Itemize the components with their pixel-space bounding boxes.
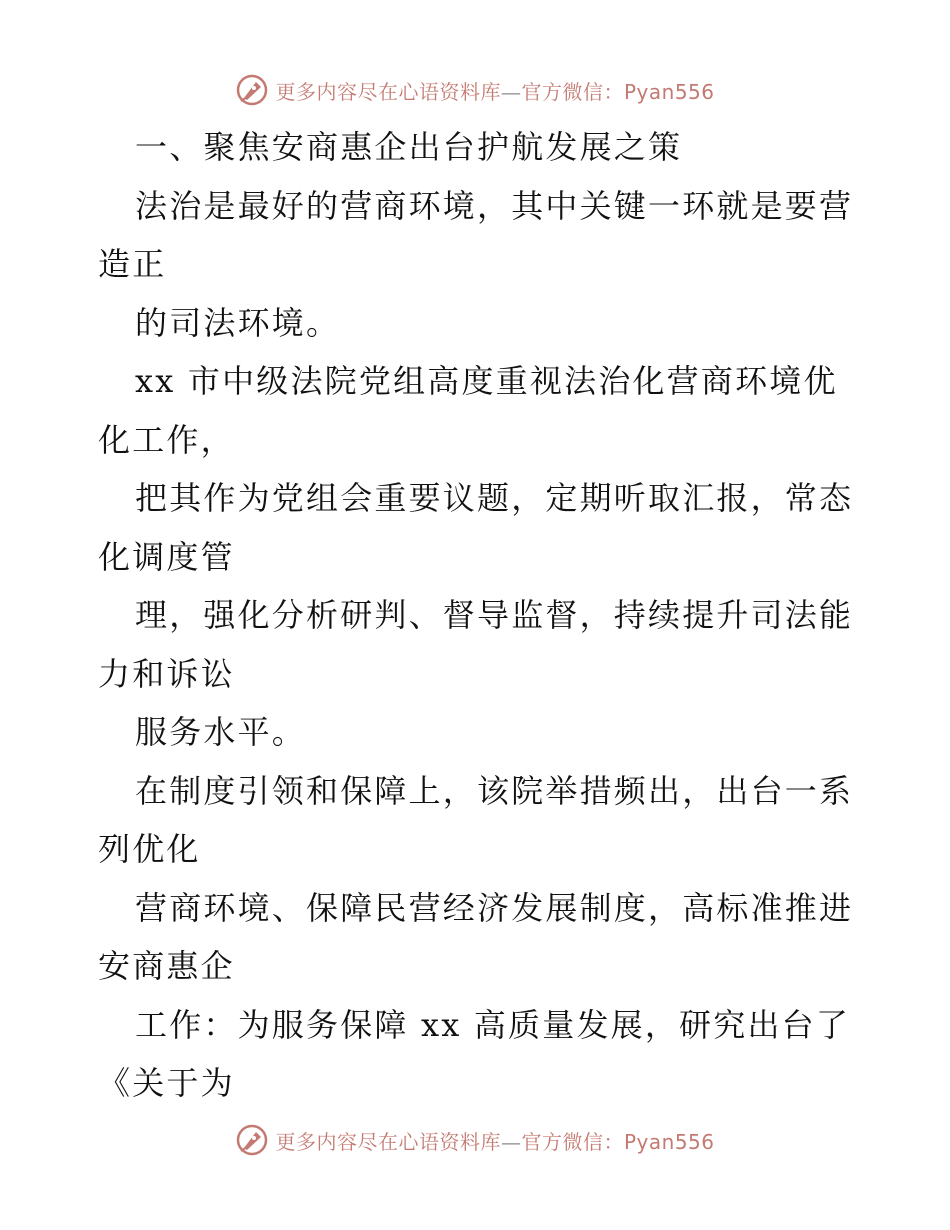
text-line: 化调度管: [98, 537, 235, 576]
pen-nib-logo-icon: [235, 73, 269, 107]
text-line: 服务水平。: [135, 713, 307, 751]
text-line: xx 市中级法院党组高度重视法治化营商环境优: [135, 362, 838, 400]
text-line: 营商环境、保障民营经济发展制度，高标准推进: [135, 888, 854, 927]
pen-nib-logo-icon: [235, 1123, 269, 1157]
document-body: [98, 118, 858, 1113]
watermark-text: 更多内容尽在心语资料库—官方微信：Pyan556: [275, 79, 715, 104]
text-line: 安商惠企: [98, 947, 235, 985]
text-line: 《关于为: [98, 1064, 235, 1102]
text-line: 力和诉讼: [98, 654, 235, 693]
text-line: 法治是最好的营商环境，其中关键一环就是要营: [135, 186, 854, 225]
text-line: 造正: [98, 245, 167, 283]
text-line: 化工作，: [98, 420, 235, 459]
text-line: 把其作为党组会重要议题，定期听取汇报，常态: [135, 479, 854, 517]
footer-watermark: [0, 1120, 950, 1160]
watermark-text: 更多内容尽在心语资料库—官方微信：Pyan556: [275, 1129, 715, 1154]
header-watermark: [0, 70, 950, 110]
text-line: 的司法环境。: [135, 303, 341, 342]
text-line: 在制度引领和保障上，该院举措频出，出台一系: [135, 771, 854, 810]
text-line: 工作：为服务保障 xx 高质量发展，研究出台了: [135, 1005, 851, 1044]
text-line: 一、聚焦安商惠企出台护航发展之策: [135, 128, 683, 166]
text-line: 列优化: [98, 830, 201, 868]
text-line: 理，强化分析研判、督导监督，持续提升司法能: [135, 596, 854, 634]
